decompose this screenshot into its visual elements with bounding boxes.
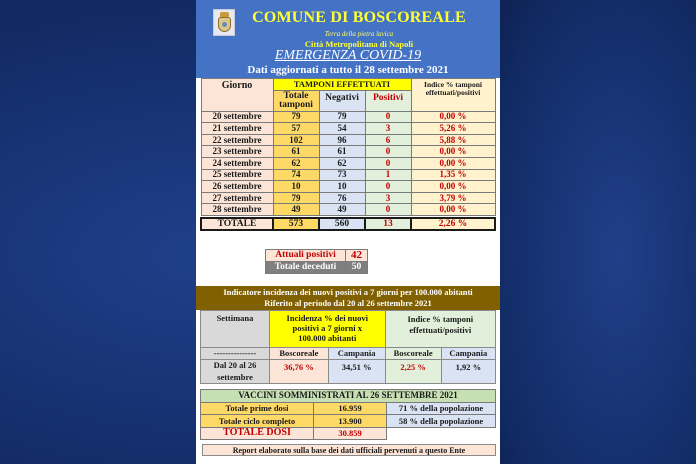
update-date: Dati aggiornati a tutto il 28 settembre 2021 [247, 64, 449, 76]
incidenza-table [200, 310, 496, 384]
cell-totale: 79 [273, 111, 319, 123]
cell-negativi: 61 [319, 146, 365, 158]
incidenza-period: Riferito al periodo dal 20 al 26 settembre 2021 [264, 298, 432, 308]
ciclo-completo-label: Totale ciclo completo [201, 415, 314, 428]
cell-indice: 5,88 % [411, 134, 495, 146]
table-row [201, 157, 495, 169]
motto: Terra della pietra lavica [324, 30, 394, 38]
table-row [201, 169, 495, 181]
table-row [201, 111, 495, 123]
cell-positivi: 0 [365, 181, 411, 193]
cell-totale: 79 [273, 192, 319, 204]
cell-positivi: 0 [365, 204, 411, 216]
background-fabric [500, 0, 696, 464]
tamponi-table [200, 78, 496, 231]
cell-totale: 74 [273, 169, 319, 181]
report-header [196, 0, 500, 78]
cell-indice: 3,79 % [411, 192, 495, 204]
ciclo-completo-value: 13.900 [314, 415, 387, 428]
cell-positivi: 0 [365, 111, 411, 123]
cell-negativi: 73 [319, 169, 365, 181]
table-row [201, 146, 495, 158]
summary-box [265, 249, 368, 274]
header-settimana: Settimana [201, 311, 270, 348]
cell-negativi: 10 [319, 181, 365, 193]
totale-dosi-value: 30.859 [314, 427, 387, 440]
vaccini-table [200, 389, 496, 440]
vaccini-title: VACCINI SOMMINISTRATI AL 26 SETTEMBRE 2021 [201, 390, 496, 403]
cell-indice: 0,00 % [411, 111, 495, 123]
totale-deceduti-label: Totale deceduti [266, 262, 346, 274]
incidenza-boscoreale: 36,76 % [270, 360, 329, 384]
incidenza-banner [196, 286, 500, 310]
cell-indice: 5,26 % [411, 123, 495, 135]
sub-boscoreale: Boscoreale [385, 348, 441, 360]
ciclo-completo-pct: 58 % della popolazione [387, 415, 496, 428]
totale-label: TOTALE [201, 218, 273, 230]
cell-giorno: 22 settembre [201, 134, 273, 146]
cell-negativi: 79 [319, 111, 365, 123]
cell-positivi: 3 [365, 192, 411, 204]
cell-totale: 62 [273, 157, 319, 169]
cell-giorno: 24 settembre [201, 157, 273, 169]
cell-indice: 0,00 % [411, 181, 495, 193]
totale-negativi: 560 [319, 218, 365, 230]
period-cell: Dal 20 al 26 settembre [201, 360, 270, 384]
totale-indice: 2,26 % [411, 218, 495, 230]
incidenza-campania: 34,51 % [328, 360, 385, 384]
sub-campania: Campania [328, 348, 385, 360]
report-footer: Report elaborato sulla base dei dati ufficiali pervenuti a questo Ente [202, 444, 496, 456]
cell-negativi: 49 [319, 204, 365, 216]
sub-boscoreale: Boscoreale [270, 348, 329, 360]
cell-totale: 49 [273, 204, 319, 216]
prime-dosi-pct: 71 % della popolazione [387, 402, 496, 415]
covid-report-document [196, 0, 500, 464]
cell-totale: 57 [273, 123, 319, 135]
dash-cell: --------------- [201, 348, 270, 360]
cell-positivi: 1 [365, 169, 411, 181]
totale-row [201, 218, 495, 230]
prime-dosi-value: 16.959 [314, 402, 387, 415]
cell-indice: 0,00 % [411, 157, 495, 169]
totale-tamponi: 573 [273, 218, 319, 230]
incidenza-title: Indicatore incidenza dei nuovi positivi a 7 giorni per 100.000 abitanti [223, 287, 473, 297]
table-row [201, 415, 496, 428]
municipality-title: COMUNE DI BOSCOREALE [252, 9, 466, 26]
table-row [201, 192, 495, 204]
cell-indice: 1,35 % [411, 169, 495, 181]
header-positivi: Positivi [365, 90, 411, 111]
indice-boscoreale: 2,25 % [385, 360, 441, 384]
cell-positivi: 6 [365, 134, 411, 146]
cell-indice: 0,00 % [411, 146, 495, 158]
cell-giorno: 23 settembre [201, 146, 273, 158]
cell-totale: 10 [273, 181, 319, 193]
header-tamponi-effettuati: TAMPONI EFFETTUATI [273, 79, 411, 91]
table-row [201, 204, 495, 216]
table-row [201, 134, 495, 146]
indice-campania: 1,92 % [441, 360, 495, 384]
totale-dosi-label: TOTALE DOSI [201, 427, 314, 440]
totale-deceduti-value: 50 [346, 262, 368, 274]
cell-positivi: 0 [365, 146, 411, 158]
prime-dosi-label: Totale prime dosi [201, 402, 314, 415]
emergency-heading: EMERGENZA COVID-19 [274, 48, 422, 63]
totale-positivi: 13 [365, 218, 411, 230]
cell-giorno: 27 settembre [201, 192, 273, 204]
header-indice-tamponi: Indice % tamponi effettuati/positivi [385, 311, 495, 348]
header-negativi: Negativi [319, 90, 365, 111]
cell-giorno: 28 settembre [201, 204, 273, 216]
cell-totale: 102 [273, 134, 319, 146]
sub-campania: Campania [441, 348, 495, 360]
cell-giorno: 20 settembre [201, 111, 273, 123]
header-totale-tamponi: Totale tamponi [273, 90, 319, 111]
header-giorno: Giorno [201, 79, 273, 112]
cell-positivi: 3 [365, 123, 411, 135]
cell-totale: 61 [273, 146, 319, 158]
cell-negativi: 76 [319, 192, 365, 204]
cell-giorno: 21 settembre [201, 123, 273, 135]
cell-positivi: 0 [365, 157, 411, 169]
cell-negativi: 62 [319, 157, 365, 169]
table-row [201, 402, 496, 415]
header-indice: Indice % tamponi effettuati/positivi [411, 79, 495, 112]
cell-indice: 0,00 % [411, 204, 495, 216]
table-row [201, 181, 495, 193]
cell-giorno: 25 settembre [201, 169, 273, 181]
attuali-positivi-value: 42 [346, 250, 368, 262]
attuali-positivi-label: Attuali positivi [266, 250, 346, 262]
cell-giorno: 26 settembre [201, 181, 273, 193]
header-incidenza: Incidenza % dei nuovi positivi a 7 giorni x 100.000 abitanti [270, 311, 386, 348]
metropolitan-city: Città Metropolitana di Napoli [304, 39, 414, 49]
cell-negativi: 96 [319, 134, 365, 146]
cell-negativi: 54 [319, 123, 365, 135]
table-row [201, 123, 495, 135]
table-row [201, 360, 496, 384]
